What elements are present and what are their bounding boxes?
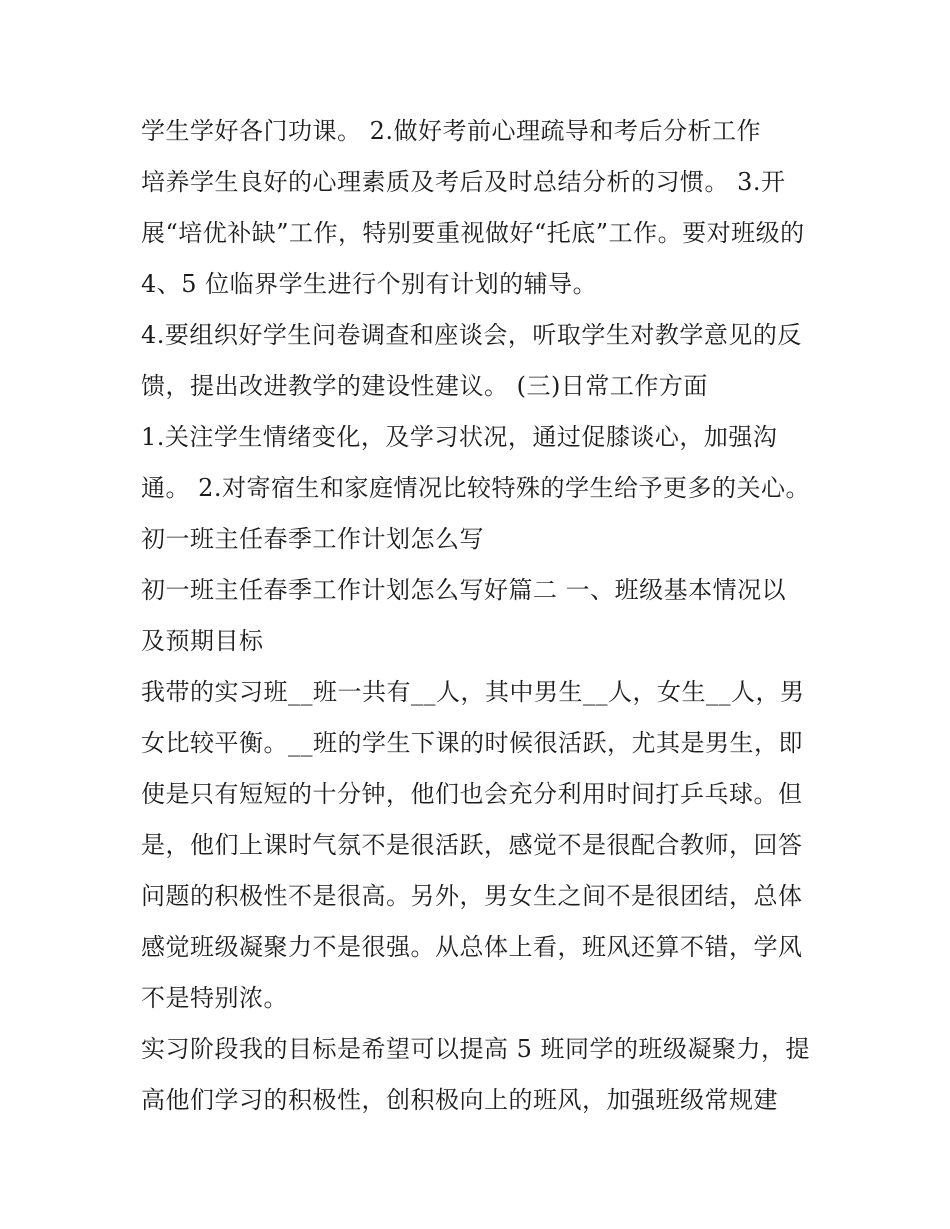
text-line: 初一班主任春季工作计划怎么写好篇二 一、班级基本情况以 (141, 576, 787, 604)
text-line: 及预期目标 (141, 627, 264, 655)
text-line: 4、5 位临界学生进行个别有计划的辅导。 (141, 270, 598, 298)
text-line: 女比较平衡。__班的学生下课的时候很活跃，尤其是男生，即 (141, 729, 803, 757)
text-line: 是，他们上课时气氛不是很活跃，感觉不是很配合教师，回答 (141, 831, 803, 859)
text-line: 不是特别浓。 (141, 984, 288, 1012)
text-line: 培养学生良好的心理素质及考后及时总结分析的习惯。 3.开 (141, 168, 786, 196)
text-line: 高他们学习的积极性，创积极向上的班风，加强班级常规建 (141, 1086, 778, 1114)
text-line: 实习阶段我的目标是希望可以提高 5 班同学的班级凝聚力，提 (141, 1035, 811, 1063)
text-line: 学生学好各门功课。 2.做好考前心理疏导和考后分析工作 (141, 117, 762, 145)
text-line: 问题的积极性不是很高。另外，男女生之间不是很团结，总体 (141, 882, 803, 910)
section-heading: 初一班主任春季工作计划怎么写 (141, 525, 484, 553)
text-line: 感觉班级凝聚力不是很强。从总体上看，班风还算不错，学风 (141, 933, 803, 961)
text-line: 通。 2.对寄宿生和家庭情况比较特殊的学生给予更多的关心。 (141, 474, 811, 502)
text-line: 4.要组织好学生问卷调查和座谈会，听取学生对教学意见的反 (141, 321, 802, 349)
text-line: 展“培优补缺”工作，特别要重视做好“托底”工作。要对班级的 (141, 219, 805, 247)
text-line: 1.关注学生情绪变化，及学习状况，通过促膝谈心，加强沟 (141, 423, 778, 451)
document-body (141, 106, 821, 1126)
text-line: 馈，提出改进教学的建设性建议。 (三)日常工作方面 (141, 372, 708, 400)
text-line: 使是只有短短的十分钟，他们也会充分利用时间打乒乓球。但 (141, 780, 803, 808)
text-line: 我带的实习班__班一共有__人，其中男生__人，女生__人，男 (141, 678, 805, 706)
